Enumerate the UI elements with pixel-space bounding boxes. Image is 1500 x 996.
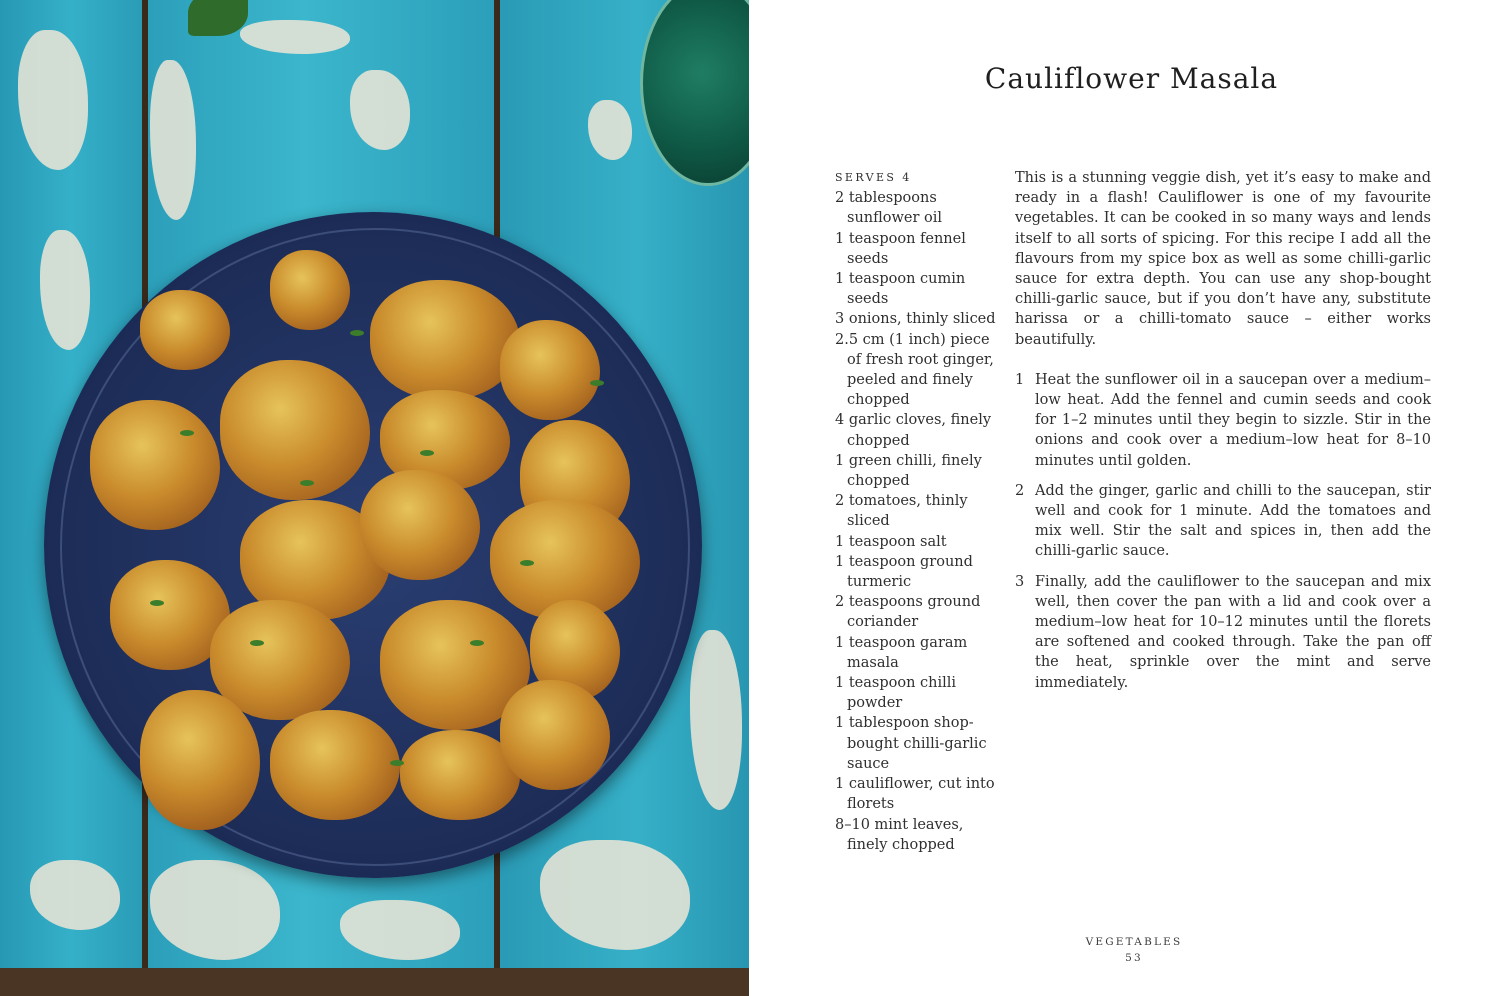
cauliflower-floret: [140, 290, 230, 370]
ingredient-text-cont: finely chopped: [847, 836, 955, 853]
ingredient-item: [835, 451, 995, 491]
recipe-page: [749, 0, 1500, 996]
step-number: 2: [1015, 482, 1025, 499]
ingredient-text: 2.5 cm (1 inch) piece: [835, 331, 990, 348]
cauliflower-floret: [220, 360, 370, 500]
cauliflower-floret: [500, 320, 600, 420]
ingredient-text: 1 teaspoon ground: [835, 553, 973, 570]
herb-garnish: [470, 640, 484, 646]
ingredient-text-cont: seeds: [847, 250, 889, 267]
ingredient-text: 1 teaspoon cumin: [835, 271, 966, 288]
ingredient-item: [835, 491, 995, 531]
ingredient-text: 1 teaspoon chilli: [835, 675, 957, 692]
method-step: [1015, 370, 1431, 471]
cauliflower-floret: [140, 690, 260, 830]
ingredient-text: 2 teaspoons ground: [835, 594, 981, 611]
ingredient-text-cont: turmeric: [847, 574, 912, 591]
cauliflower-floret: [270, 250, 350, 330]
ingredient-text-cont: chopped: [847, 473, 910, 490]
ingredient-text-cont: bought chilli-garlic: [847, 735, 987, 752]
method-column: [1015, 168, 1431, 703]
ingredient-item: [835, 592, 995, 632]
ingredient-item: [835, 309, 995, 329]
cauliflower-floret: [270, 710, 400, 820]
recipe-title: Cauliflower Masala: [984, 62, 1279, 95]
recipe-intro: This is a stunning veggie dish, yet it’s easy to make and ready in a flash! Cauliflower is one of my favourite vegetables. It can be cooked in so many ways and lends itself to all sorts of spicing. For this recipe I add all the flavours from my spice box as well as some chilli-garlic sauce for extra depth. You can use any shop-bought chilli-garlic sauce, but if you don’t have any, substitute harissa or a chilli-tomato sauce – either works beautifully.: [1015, 170, 1431, 348]
ingredient-text: 3 onions, thinly sliced: [835, 311, 996, 328]
ingredient-text-cont: sunflower oil: [847, 210, 943, 227]
herb-garnish: [590, 380, 604, 386]
page-footer: [1049, 934, 1219, 966]
ingredient-items: [835, 188, 995, 855]
method-step: [1015, 481, 1431, 562]
ingredient-text-cont: chopped: [847, 392, 910, 409]
step-text: Heat the sunflower oil in a saucepan over a medium–low heat. Add the fennel and cumin seeds and cook for 1–2 minutes until they begin to sizzle. Stir in the onions and cook over a medium–low heat for 8–10 minutes until golden.: [1035, 371, 1431, 469]
method-step: [1015, 572, 1431, 693]
ingredient-item: [835, 815, 995, 855]
ingredient-text: 8–10 mint leaves,: [835, 816, 964, 833]
ingredient-text-cont: powder: [847, 695, 903, 712]
ingredient-item: [835, 673, 995, 713]
ingredient-text-cont: peeled and finely: [847, 372, 973, 389]
herb-garnish: [180, 430, 194, 436]
serves-label: SERVES 4: [835, 171, 912, 184]
ingredient-item: [835, 410, 995, 450]
ingredient-item: [835, 713, 995, 774]
herb-garnish: [350, 330, 364, 336]
ingredient-text: 4 garlic cloves, finely: [835, 412, 992, 429]
ingredient-text-cont: of fresh root ginger,: [847, 351, 994, 368]
ingredient-text-cont: coriander: [847, 614, 919, 631]
ingredient-text: 1 teaspoon salt: [835, 533, 947, 550]
ingredient-text: 1 teaspoon garam: [835, 634, 968, 651]
herb-garnish: [150, 600, 164, 606]
step-number: 3: [1015, 573, 1025, 590]
ingredient-text: 1 tablespoon shop-: [835, 715, 974, 732]
herb-garnish: [520, 560, 534, 566]
ingredient-text-cont: sliced: [847, 513, 890, 530]
ingredient-item: [835, 229, 995, 269]
ingredient-item: [835, 532, 995, 552]
recipe-photo: [0, 0, 749, 996]
step-text: Add the ginger, garlic and chilli to the saucepan, stir well and cook for 1 minute. Add the tomatoes and mix well. Stir the salt and spices in, then add the chilli-garlic sauce.: [1035, 482, 1431, 560]
floor-edge: [0, 968, 749, 996]
step-number: 1: [1015, 371, 1025, 388]
herb-garnish: [250, 640, 264, 646]
step-text: Finally, add the cauliflower to the saucepan and mix well, then cover the pan with a lid and cook over a medium–low heat for 10–12 minutes until the florets are softened and cooked through. Take the pan off the heat, sprinkle over the mint and serve immediately.: [1035, 573, 1431, 691]
ingredient-list: [835, 168, 995, 855]
herb-garnish: [390, 760, 404, 766]
method-steps: [1015, 370, 1431, 693]
ingredient-text: 2 tablespoons: [835, 190, 937, 207]
cauliflower-floret: [500, 680, 610, 790]
ingredient-text-cont: florets: [847, 796, 895, 813]
ingredient-item: [835, 774, 995, 814]
ingredient-item: [835, 269, 995, 309]
herb-garnish: [300, 480, 314, 486]
cauliflower-floret: [90, 400, 220, 530]
ingredient-text: 2 tomatoes, thinly: [835, 493, 968, 510]
ingredient-text: 1 teaspoon fennel: [835, 230, 966, 247]
ingredient-item: [835, 188, 995, 228]
section-name: VEGETABLES: [1085, 936, 1183, 948]
ingredient-item: [835, 633, 995, 673]
ingredient-item: [835, 552, 995, 592]
ingredient-text: 1 green chilli, finely: [835, 452, 982, 469]
ingredient-text-cont: seeds: [847, 291, 889, 308]
cauliflower-floret: [370, 280, 520, 400]
cauliflower-floret: [360, 470, 480, 580]
ingredient-text: 1 cauliflower, cut into: [835, 776, 995, 793]
ingredient-text-cont: sauce: [847, 755, 890, 772]
ingredient-item: [835, 330, 995, 411]
ingredient-text-cont: masala: [847, 654, 899, 671]
page-number: 53: [1125, 952, 1143, 964]
ingredient-text-cont: chopped: [847, 432, 910, 449]
herb-garnish: [420, 450, 434, 456]
